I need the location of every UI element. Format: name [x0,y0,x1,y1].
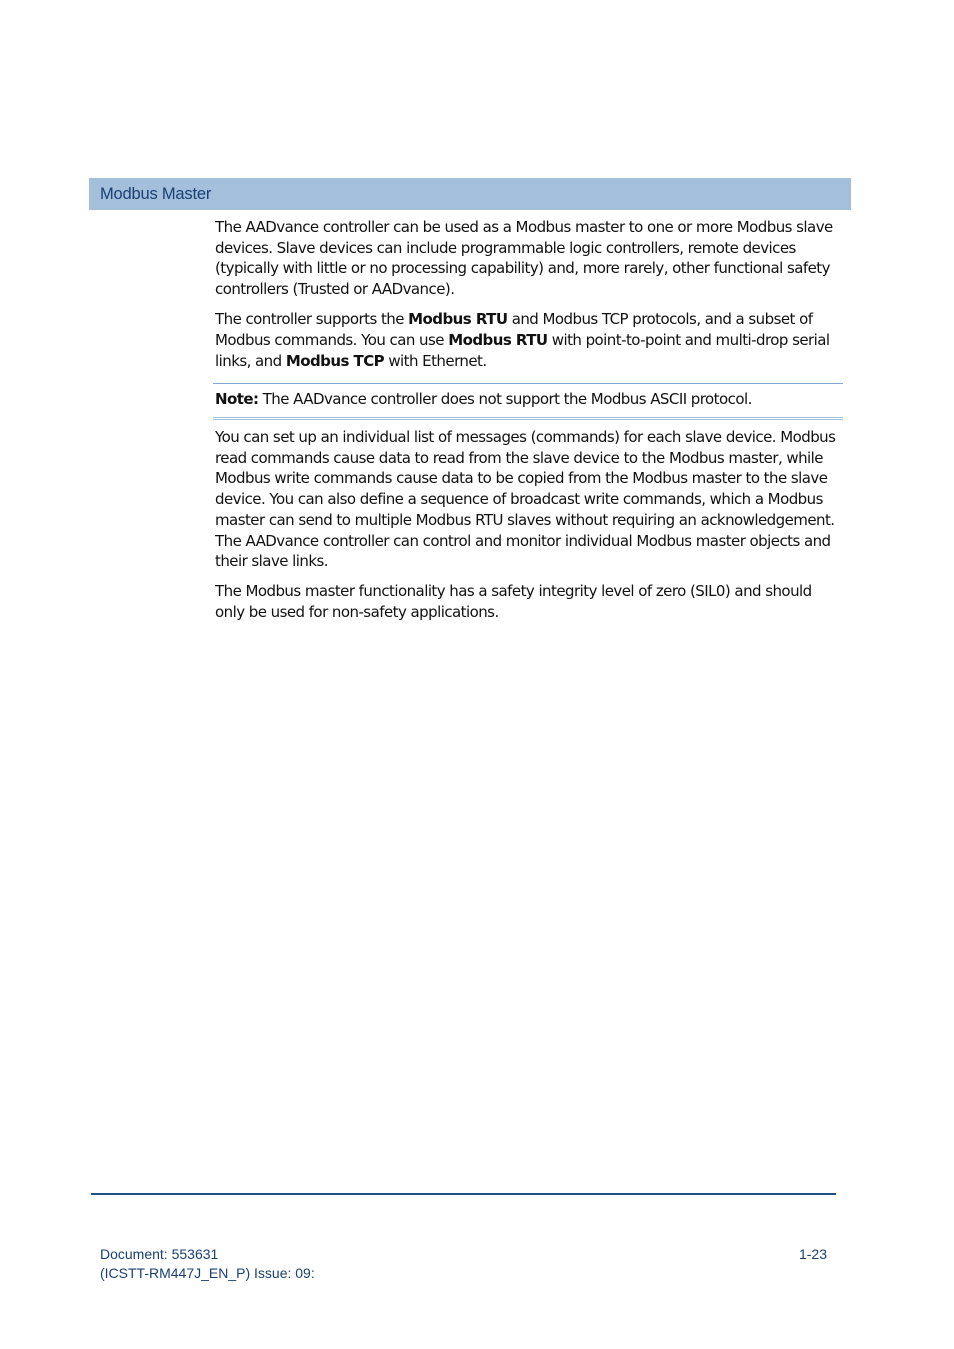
text-run: with point-to-point and multi-drop serial links, and [215,331,830,370]
footer-document-info [100,1245,315,1283]
text-run: with Ethernet. [384,351,487,370]
body-text-top [215,217,845,381]
paragraph-safety: The Modbus master functionality has a safety integrity level of zero (SIL0) and should only be used for non-safety applications. [215,582,812,622]
footer-page-number: 1-23 [798,1246,827,1262]
bold-term-modbus-rtu: Modbus RTU [448,331,548,350]
footer-issue: (ICSTT-RM447J_EN_P) Issue: 09: [100,1265,315,1281]
bold-term-modbus-rtu: Modbus RTU [408,310,508,329]
section-title: Modbus Master [100,184,212,203]
text-run: and Modbus TCP protocols, and a subset of Modbus commands. You can use [215,310,813,350]
note-label: Note: [215,390,259,408]
note-box [213,383,843,420]
paragraph-messages: You can set up an individual list of messages (commands) for each slave device. Modbus read commands cause data to read from the slave device to the Modbus master, while Modbus write commands cause data to be copied from the Modbus master to the slave device. You can also define a sequence of broadcast write commands, which a Modbus master can send to multiple Modbus RTU slaves without requiring an acknowledgement. The AADvance controller can control and monitor individual Modbus master objects and their slave links. [215,428,836,571]
body-text-bottom [215,427,845,632]
paragraph-intro: The AADvance controller can be used as a Modbus master to one or more Modbus slave devices. Slave devices can include programmable logic controllers, remote devices (typically with little or no processing capability) and, more rarely, other functional safety controllers (Trusted or AADvance). [215,218,833,299]
paragraph-protocols [215,309,845,371]
section-header [89,178,851,210]
page-footer [100,1245,827,1283]
text-run: The controller supports the [215,310,409,329]
footer-document-number: Document: 553631 [100,1246,219,1262]
footer-divider [91,1193,836,1195]
bold-term-modbus-tcp: Modbus TCP [285,351,385,370]
note-text: The AADvance controller does not support the Modbus ASCII protocol. [258,390,752,408]
